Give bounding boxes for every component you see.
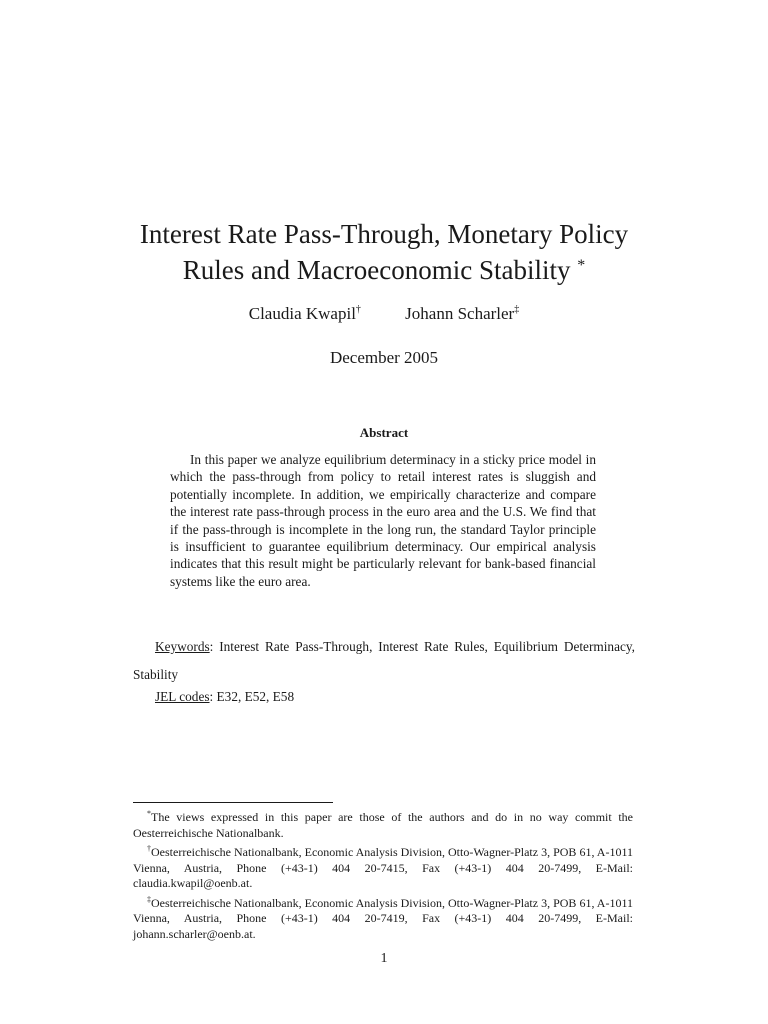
abstract-body: In this paper we analyze equilibrium determinacy in a sticky price model in which the pass-through from policy to retail interest rates is sluggish and potentially incomplete. In addition, we empirically characterize and compare the interest rate pass-through process in the euro area and the U.S. We find that if the pass-through is incomplete in the long run, the standard Taylor principle is insufficient to guarantee equilibrium determinacy. Our empirical analysis indicates that this result might be particularly relevant for bank-based financial systems like the euro area. (170, 452, 596, 589)
keywords-paragraph (133, 633, 635, 688)
footnote-text: Oesterreichische Nationalbank, Economic Analysis Division, Otto-Wagner-Platz 3, POB 61, A-1011 Vienna, Austria, Phone (+43-1) 404 20-7415, Fax (+43-1) 404 20-7499, E-Mail: claudia.kwapil@oenb.at. (133, 845, 634, 890)
title-line-1: Interest Rate Pass-Through, Monetary Policy (139, 219, 629, 249)
footnote (133, 841, 633, 892)
footnote-mark: † (147, 844, 152, 853)
keywords-label: Keywords (155, 639, 210, 654)
title-line-2 (0, 250, 768, 286)
author-footnote-mark: ‡ (514, 304, 520, 315)
jel-codes-line (155, 689, 294, 705)
jel-codes-text: : E32, E52, E58 (209, 689, 295, 704)
footnote-divider (133, 802, 333, 803)
footnote (133, 892, 633, 943)
footnote-text: The views expressed in this paper are those of the authors and do in no way commit the Oesterreichische Nationalbank. (133, 810, 633, 840)
author (249, 304, 361, 324)
footnote (133, 806, 633, 841)
title-footnote-mark: * (577, 257, 586, 274)
footnote-text: Oesterreichische Nationalbank, Economic Analysis Division, Otto-Wagner-Platz 3, POB 61, A-1011 Vienna, Austria, Phone (+43-1) 404 20-7419, Fax (+43-1) 404 20-7499, E-Mail: johann.scharler@oenb.at. (133, 895, 634, 941)
jel-codes-label: JEL codes (155, 689, 210, 704)
author-list (0, 304, 768, 324)
author (405, 304, 519, 324)
author-footnote-mark: † (355, 304, 361, 315)
footnote-mark: ‡ (147, 894, 152, 904)
abstract-heading: Abstract (359, 425, 409, 440)
author-name: Johann Scharler (405, 304, 515, 323)
keywords-text: : Interest Rate Pass-Through, Interest Rate Rules, Equilibrium Determinacy, Stability (133, 639, 635, 682)
title-line-2-text: Rules and Macroeconomic Stability (182, 255, 571, 285)
footnote-mark: * (147, 809, 151, 818)
author-name: Claudia Kwapil (248, 304, 356, 323)
paper-date: December 2005 (329, 348, 439, 367)
footnotes (133, 806, 633, 942)
page-number: 1 (380, 951, 388, 966)
paper-title (0, 218, 768, 286)
